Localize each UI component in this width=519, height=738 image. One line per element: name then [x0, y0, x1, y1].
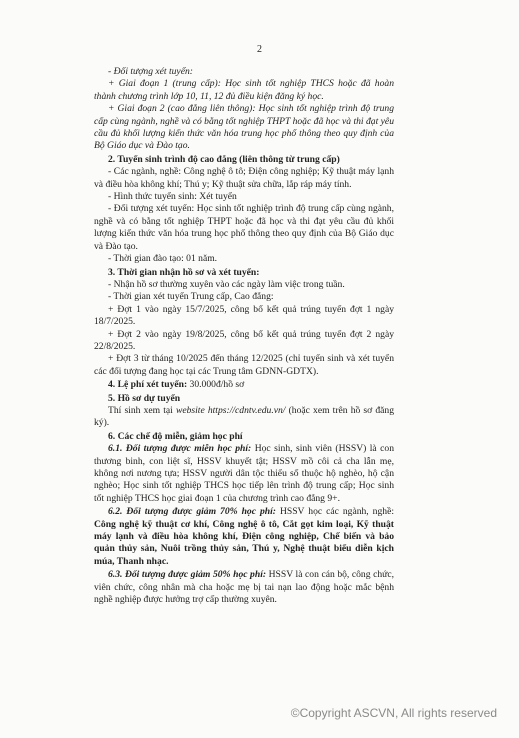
intro-doi-tuong: - Đối tượng xét tuyển: — [108, 66, 193, 77]
website-link[interactable]: website https://cdntv.edu.vn/ — [175, 404, 286, 416]
section-3-heading: 3. Thời gian nhận hồ sơ và xét tuyển: — [108, 266, 260, 278]
section-6-2 — [94, 506, 394, 568]
section-6-2-label: 6.2. Đối tượng được giảm 70% học phí: — [108, 506, 276, 518]
section-2-nganh: - Các ngành, nghề: Công nghệ ô tô; Điện công nghiệp; Kỹ thuật máy lạnh và điều hòa không khí; Thú y; Kỹ thuật sửa chữa, lắp ráp máy tính. — [94, 166, 394, 190]
section-2-doi-tuong: - Đối tượng xét tuyển: Học sinh tốt nghiệp trình độ trung cấp cùng ngành, nghề và có bằng tốt nghiệp THPT hoặc đã học và thi đạt yêu cầu đủ khối lượng kiến thức văn hóa trung học phổ thông theo quy định của Bộ Giáo dục và Đào tạo. — [94, 203, 394, 252]
section-3-dot-3: + Đợt 3 từ tháng 10/2025 đến tháng 12/2025 (chỉ tuyển sinh và xét tuyển các đối tượng đang học tại các Trung tâm GDNN-GDTX). — [94, 353, 394, 377]
intro-giai-doan-1: + Giai đoạn 1 (trung cấp): Học sinh tốt nghiệp THCS hoặc đã hoàn thành chương trình lớp 10, 11, 12 đủ điều kiện đăng ký học. — [94, 78, 394, 102]
section-5-heading: 5. Hồ sơ dự tuyển — [108, 392, 181, 404]
section-6-1-text: Học sinh, sinh viên (HSSV) là con thương binh, con liệt sĩ, HSSV khuyết tật; HSSV mồ côi cả cha lẫn mẹ, không nơi nương tựa; HSSV người dân tộc thiểu số thuộc hộ nghèo, hộ cận nghèo; Học sinh tốt nghiệp THCS học tiếp lên trình độ trung cấp; Học sinh tốt nghiệp THCS học giai đoạn 1 của chương trình cao đẳng 9+. — [94, 443, 394, 504]
section-6-heading: 6. Các chế độ miễn, giảm học phí — [108, 430, 243, 442]
section-3-dot-1: + Đợt 1 vào ngày 15/7/2025, công bố kết quả trúng tuyển đợt 1 ngày 18/7/2025. — [94, 303, 394, 328]
section-5-text — [94, 405, 394, 430]
section-6-2-text: HSSV học các ngành, nghề: — [275, 506, 394, 518]
section-6-1 — [94, 443, 394, 505]
section-6-1-label: 6.1. Đối tượng được miễn học phí: — [108, 443, 252, 455]
section-6-3 — [94, 569, 394, 606]
section-2-thoi-gian: - Thời gian đào tạo: 01 năm. — [108, 253, 218, 265]
intro-giai-doan-2: + Giai đoạn 2 (cao đẳng liên thông): Học sinh tốt nghiệp trình độ trung cấp cùng ngành, nghề và có bằng tốt nghiệp THPT hoặc đã học và thi đạt yêu cầu đủ khối lượng kiến thức văn hóa trung học phổ thông theo quy định của Bộ Giáo dục và Đào tạo. — [94, 103, 394, 152]
section-3-nhan-ho-so: - Nhận hồ sơ thường xuyên vào các ngày làm việc trong tuần. — [108, 278, 345, 290]
page-number: 2 — [257, 44, 262, 55]
section-4-label: 4. Lệ phí xét tuyển: — [108, 379, 188, 391]
section-6-2-nganh: Công nghệ kỹ thuật cơ khí, Công nghệ ô tô, Cắt gọt kim loại, Kỹ thuật máy lạnh và điều hòa không khí, Điện công nghiệp, Chế biến và bảo quản thủy sản, Nuôi trồng thủy sản, Thú y, Nghệ thuật biểu diễn kịch múa, Thanh nhạc. — [94, 518, 394, 567]
section-2-heading: 2. Tuyển sinh trình độ cao đẳng (liên thông từ trung cấp) — [108, 153, 340, 165]
document-body — [94, 66, 394, 606]
section-3-dot-2: + Đợt 2 vào ngày 19/8/2025, công bố kết quả trúng tuyển đợt 2 ngày 22/8/2025. — [94, 328, 394, 352]
section-4-value: 30.000đ/hồ sơ — [187, 379, 245, 391]
section-6-3-text: HSSV là con cán bộ, công chức, viên chức, công nhân mà cha hoặc mẹ bị tai nạn lao động hoặc mắc bệnh nghề nghiệp được hưởng trợ cấp thường xuyên. — [94, 569, 394, 606]
section-4 — [94, 379, 394, 391]
copyright-watermark: ©Copyright ASCVN, All rights reserved — [290, 706, 497, 720]
section-2-hinh-thuc: - Hình thức tuyển sinh: Xét tuyển — [108, 191, 237, 203]
section-3-xet-tuyen: - Thời gian xét tuyển Trung cấp, Cao đẳng: — [108, 291, 274, 303]
section-5-text-before: Thí sinh xem tại — [108, 404, 176, 416]
section-6-3-label: 6.3. Đối tượng được giảm 50% học phí: — [108, 569, 267, 581]
section-5-text-after: (hoặc xem trên hồ sơ đăng ký). — [94, 404, 395, 429]
